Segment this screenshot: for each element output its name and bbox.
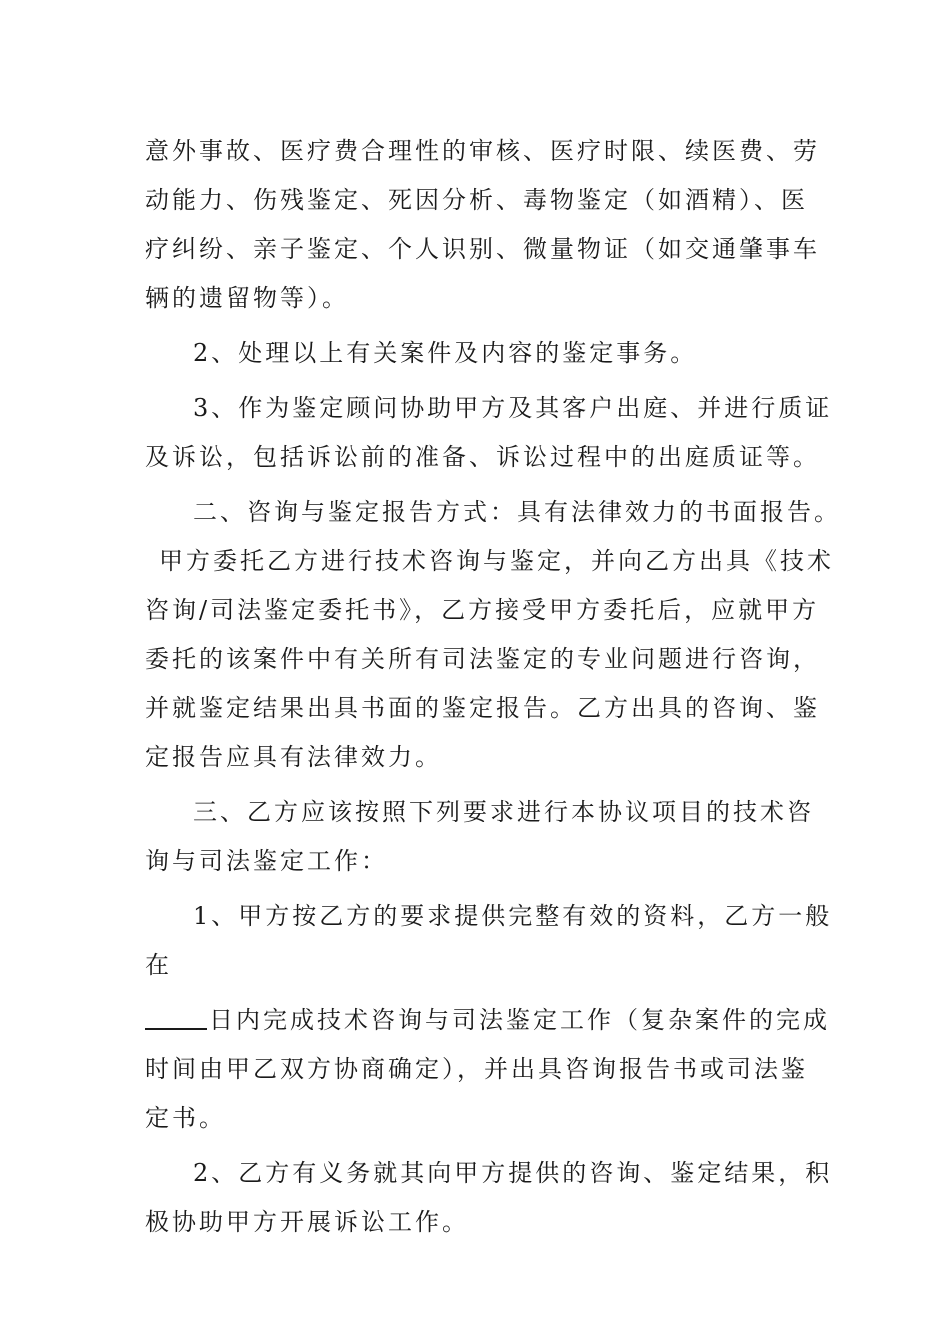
text-line: 并就鉴定结果出具书面的鉴定报告。乙方出具的咨询、鉴 <box>145 694 820 722</box>
section-heading-2: 二、咨询与鉴定报告方式：具有法律效力的书面报告。 <box>193 498 841 526</box>
text-line: 疗纠纷、亲子鉴定、个人识别、微量物证（如交通肇事车 <box>145 235 820 263</box>
paragraph-item-2: 2、处理以上有关案件及内容的鉴定事务。 <box>193 339 698 367</box>
paragraph-item-3: 3、作为鉴定顾问协助甲方及其客户出庭、并进行质证 <box>193 394 833 422</box>
text-line: 询与司法鉴定工作： <box>145 847 388 875</box>
text-line: 咨询/司法鉴定委托书》，乙方接受甲方委托后，应就甲方 <box>145 596 820 624</box>
text-line: 委托的该案件中有关所有司法鉴定的专业问题进行咨询， <box>145 645 820 673</box>
text-line: 动能力、伤残鉴定、死因分析、毒物鉴定（如酒精）、医 <box>145 186 808 214</box>
text-line: 及诉讼，包括诉讼前的准备、诉讼过程中的出庭质证等。 <box>145 443 820 471</box>
text-line: 甲方委托乙方进行技术咨询与鉴定，并向乙方出具《技术 <box>159 547 834 575</box>
paragraph-item-2b: 2、乙方有义务就其向甲方提供的咨询、鉴定结果，积 <box>193 1159 833 1187</box>
paragraph-item-1: 1、甲方按乙方的要求提供完整有效的资料，乙方一般 <box>193 902 833 930</box>
text-line: 定书。 <box>145 1104 226 1132</box>
text-line: 意外事故、医疗费合理性的审核、医疗时限、续医费、劳 <box>145 137 820 165</box>
text-line: 极协助甲方开展诉讼工作。 <box>145 1208 469 1236</box>
section-heading-3: 三、乙方应该按照下列要求进行本协议项目的技术咨 <box>193 798 814 826</box>
text-line: 定报告应具有法律效力。 <box>145 743 442 771</box>
fill-in-blank <box>145 1002 207 1030</box>
text-fragment: 日内完成技术咨询与司法鉴定工作（复杂案件的完成 <box>209 1006 830 1034</box>
text-line: 在 <box>145 951 172 979</box>
document-body <box>145 127 841 1247</box>
text-line-with-blank <box>145 996 830 1045</box>
text-line: 辆的遗留物等）。 <box>145 284 349 312</box>
text-line: 时间由甲乙双方协商确定），并出具咨询报告书或司法鉴 <box>145 1055 808 1083</box>
